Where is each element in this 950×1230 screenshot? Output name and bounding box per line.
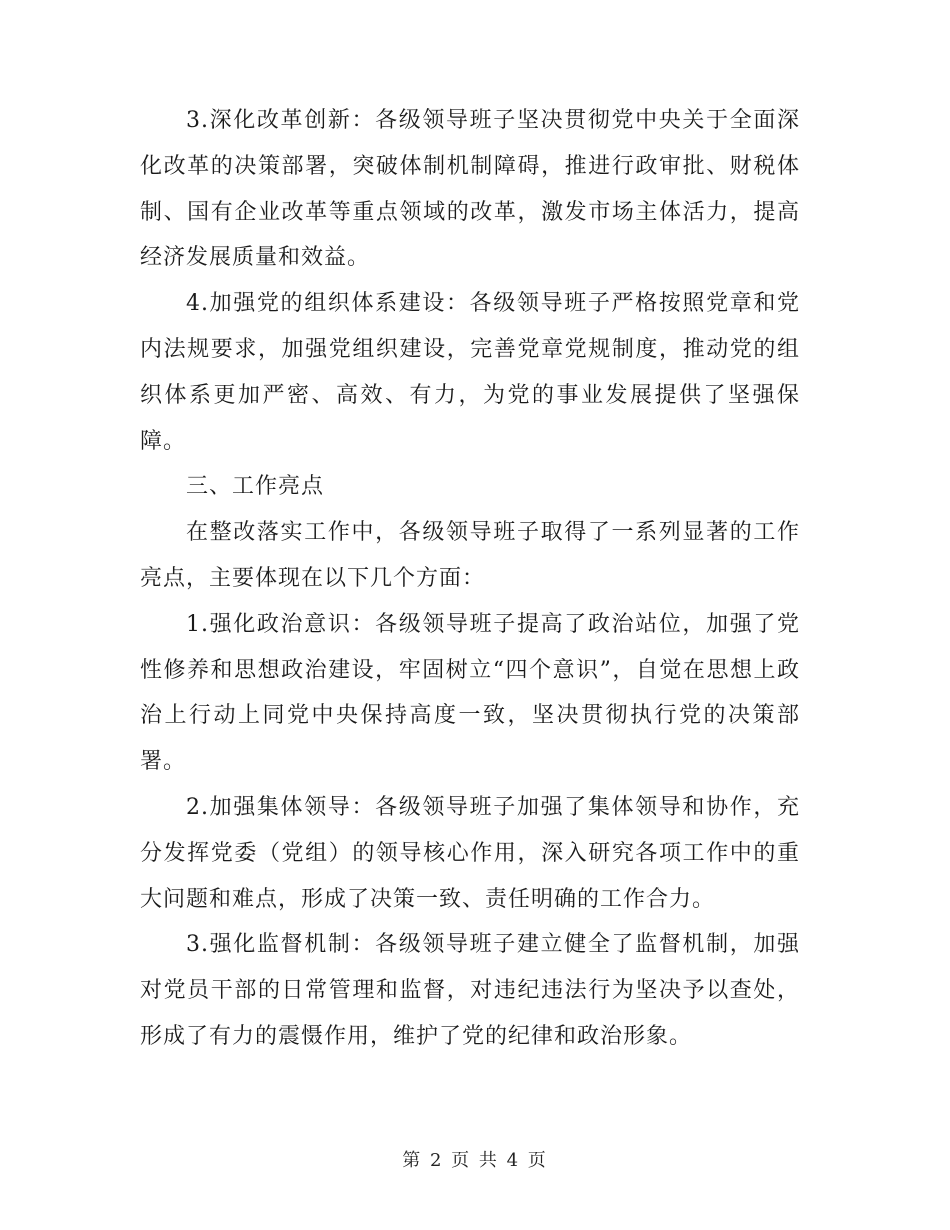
paragraph-supervision-mechanism: 3.强化监督机制：各级领导班子建立健全了监督机制，加强对党员干部的日常管理和监督，对违纪违法行为坚决予以查处，形成了有力的震慑作用，维护了党的纪律和政治形象。	[140, 932, 800, 1049]
paragraph-political-awareness: 1.强化政治意识：各级领导班子提高了政治站位，加强了党性修养和思想政治建设，牢固树立“四个意识”，自觉在思想上政治上行动上同党中央保持高度一致，坚决贯彻执行党的决策部署。	[140, 611, 800, 775]
paragraph-reform-innovation: 3.深化改革创新：各级领导班子坚决贯彻党中央关于全面深化改革的决策部署，突破体制机制障碍，推进行政审批、财税体制、国有企业改革等重点领域的改革，激发市场主体活力，提高经济发展质量和效益。	[140, 108, 800, 271]
paragraph-highlights-intro: 在整改落实工作中，各级领导班子取得了一系列显著的工作亮点，主要体现在以下几个方面：	[140, 520, 800, 591]
paragraph-collective-leadership: 2.加强集体领导：各级领导班子加强了集体领导和协作，充分发挥党委（党组）的领导核心作用，深入研究各项工作中的重大问题和难点，形成了决策一致、责任明确的工作合力。	[140, 794, 800, 912]
paragraph-party-organization: 4.加强党的组织体系建设：各级领导班子严格按照党章和党内法规要求，加强党组织建设，完善党章党规制度，推动党的组织体系更加严密、高效、有力，为党的事业发展提供了坚强保障。	[140, 291, 800, 454]
section-heading-highlights: 三、工作亮点	[186, 474, 325, 500]
document-body	[140, 98, 800, 1060]
page-number-footer: 第 2 页 共 4 页	[402, 1150, 548, 1171]
